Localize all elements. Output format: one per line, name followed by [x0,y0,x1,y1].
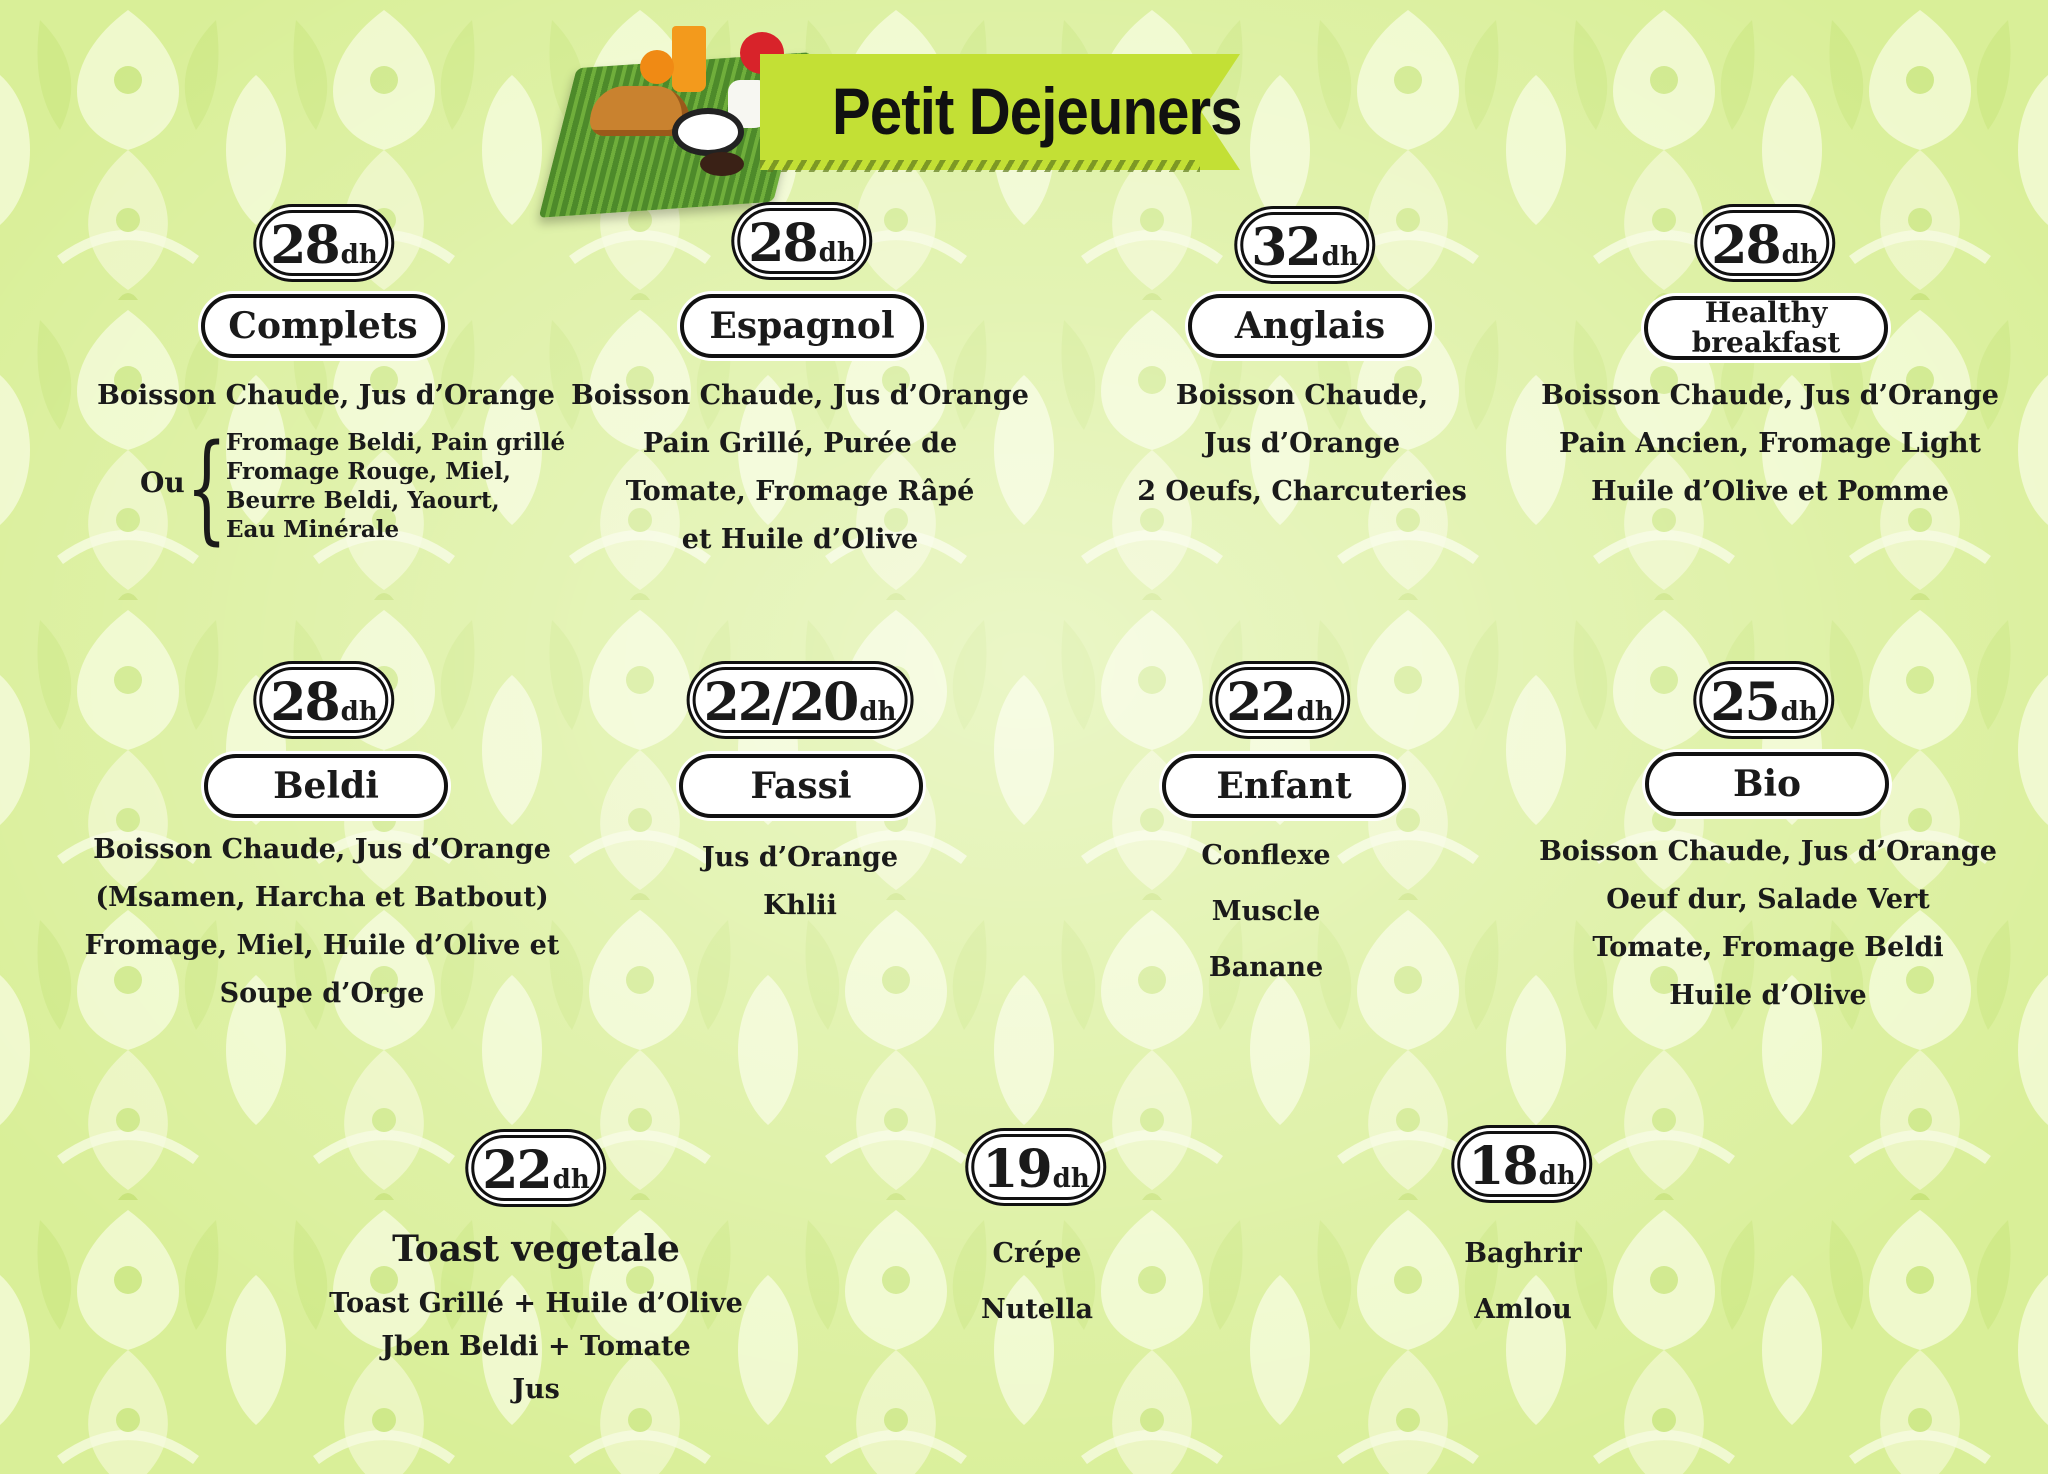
menu-line: Toast Grillé + Huile d’Olive [329,1288,743,1319]
price-unit: dh [1296,697,1334,727]
price-unit: dh [340,240,378,270]
crepe-items [981,1230,1093,1342]
price-badge [693,667,908,733]
page-title: Petit Dejeuners [832,74,1242,148]
baghrir-items [1464,1230,1582,1342]
price-value: 18 [1468,1136,1537,1197]
menu-line: Jus d’Orange [1203,428,1401,459]
menu-line: (Msamen, Harcha et Batbout) [95,882,549,913]
menu-line: Huile d’Olive et Pomme [1591,476,1949,507]
price-value: 22 [482,1140,551,1201]
option-line: Fromage Beldi, Pain grillé [226,429,566,456]
complets-items [97,372,555,420]
menu-line: Boisson Chaude, Jus d’Orange [571,380,1029,411]
menu-line: Boisson Chaude, Jus d’Orange [93,834,551,865]
menu-line: Banane [1208,952,1324,983]
price-badge [471,1135,600,1201]
item-title-toast-vegetale: Toast vegetale [392,1228,680,1270]
menu-line: 2 Oeufs, Charcuteries [1137,476,1467,507]
price-unit: dh [1052,1164,1090,1194]
juice-glass-image [672,26,706,92]
menu-line: Boisson Chaude, Jus d’Orange [97,380,555,411]
menu-line: Huile d’Olive [1669,980,1867,1011]
menu-line: Boisson Chaude, Jus d’Orange [1539,836,1997,867]
curly-brace-icon: { [186,418,228,556]
banner-stripes [760,160,1200,172]
menu-line: Oeuf dur, Salade Vert [1606,884,1930,915]
category-label-fassi: Fassi [679,754,923,818]
menu-line: Khlii [763,890,837,921]
category-label-bio: Bio [1645,752,1889,816]
price-unit: dh [1538,1161,1576,1191]
price-badge [737,208,866,274]
price-value: 19 [982,1139,1051,1200]
dates-image [700,152,744,176]
coffee-cup-image [672,108,744,156]
menu-line: Tomate, Fromage Râpé [625,476,975,507]
price-value: 22/20 [703,672,858,733]
enfant-items [1201,832,1330,1000]
price-value: 28 [748,213,817,274]
price-value: 28 [270,672,339,733]
price-unit: dh [1321,242,1359,272]
price-badge [1457,1131,1586,1197]
category-label-anglais: Anglais [1188,294,1432,358]
option-line: Fromage Rouge, Miel, [226,458,511,485]
menu-line: Conflexe [1201,840,1331,871]
menu-line: Boisson Chaude, Jus d’Orange [1541,380,1999,411]
menu-line: Baghrir [1464,1238,1582,1269]
menu-line: Fromage, Miel, Huile d’Olive et [84,930,560,961]
beldi-items [85,826,560,1018]
menu-line: Crépe [992,1238,1082,1269]
menu-line: Amlou [1474,1294,1572,1325]
menu-line: Jus [512,1374,560,1405]
menu-line: Muscle [1211,896,1321,927]
price-value: 32 [1251,217,1320,278]
price-unit: dh [1781,240,1819,270]
price-badge [1699,667,1828,733]
price-unit: dh [859,697,897,727]
price-unit: dh [1780,697,1818,727]
price-value: 22 [1226,672,1295,733]
label-line: Healthy [1704,296,1828,329]
price-badge [1700,210,1829,276]
price-unit: dh [552,1165,590,1195]
menu-line: Boisson Chaude, [1175,380,1429,411]
price-badge [259,667,388,733]
menu-line: Jus d’Orange [701,842,899,873]
price-unit: dh [340,697,378,727]
bio-items [1539,828,1997,1020]
option-line: Eau Minérale [226,516,400,543]
price-value: 25 [1710,672,1779,733]
category-label-espagnol: Espagnol [680,294,924,358]
price-badge [1240,212,1369,278]
category-label-enfant: Enfant [1162,754,1406,818]
orange-image [640,50,674,84]
price-badge [971,1134,1100,1200]
toast-items [329,1282,743,1411]
menu-line: et Huile d’Olive [681,524,919,555]
fassi-items [702,834,898,930]
label-line: breakfast [1691,326,1841,359]
price-unit: dh [818,238,856,268]
price-badge [259,210,388,276]
menu-line: Pain Ancien, Fromage Light [1559,428,1981,459]
menu-line: Pain Grillé, Purée de [642,428,958,459]
category-label-beldi: Beldi [204,754,448,818]
ou-label: Ou [140,466,185,499]
category-label-complets: Complets [201,294,445,358]
price-value: 28 [1711,215,1780,276]
price-badge [1215,667,1344,733]
anglais-items [1137,372,1467,516]
options-list [226,428,565,544]
price-value: 28 [270,215,339,276]
menu-line: Soupe d’Orge [219,978,425,1009]
espagnol-items [571,372,1029,564]
healthy-items [1541,372,1999,516]
menu-line: Jben Beldi + Tomate [381,1331,691,1362]
option-line: Beurre Beldi, Yaourt, [226,487,500,514]
menu-line: Nutella [981,1294,1093,1325]
category-label-healthy-breakfast [1644,296,1888,360]
menu-line: Tomate, Fromage Beldi [1592,932,1944,963]
